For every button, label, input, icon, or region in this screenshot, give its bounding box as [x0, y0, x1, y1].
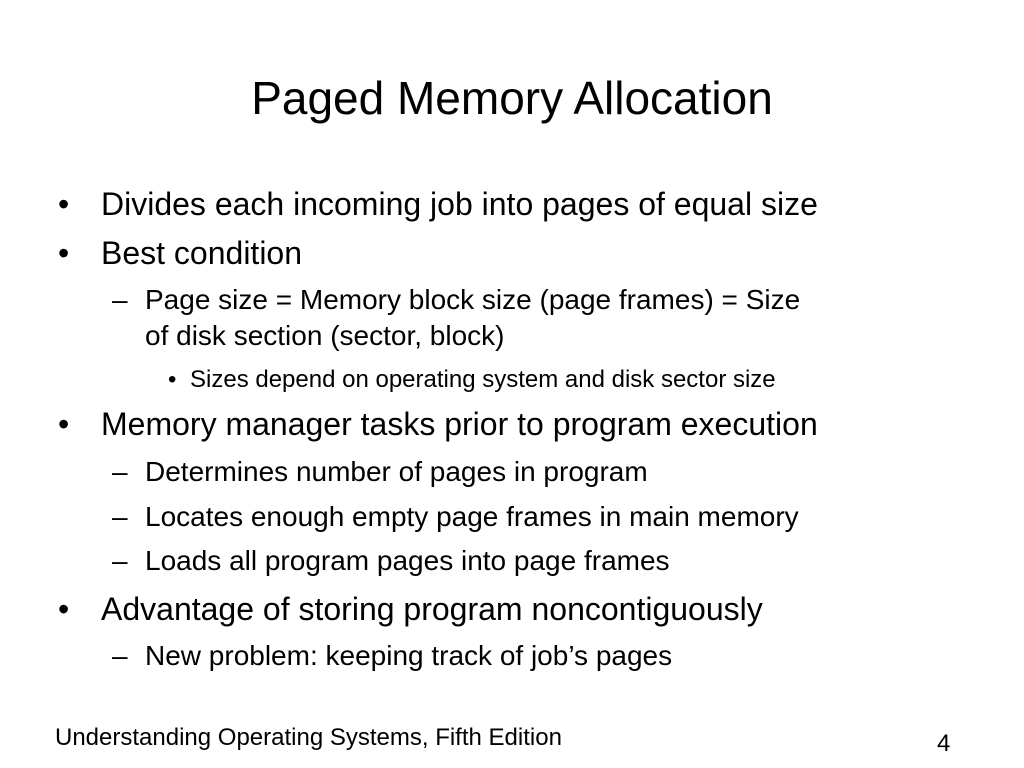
dash-marker: – — [112, 545, 128, 576]
bullet-item — [58, 589, 763, 629]
sub-bullet-item — [112, 638, 672, 674]
sub-bullet-text: Page size = Memory block size (page frames) = Size — [145, 284, 801, 315]
dash-marker: – — [112, 501, 128, 532]
bullet-marker: • — [58, 186, 70, 222]
sub-bullet-text: Loads all program pages into page frames — [145, 545, 670, 576]
footer-source: Understanding Operating Systems, Fifth Edition — [55, 724, 562, 751]
page-number: 4 — [937, 730, 951, 757]
sub-sub-bullet-item — [168, 364, 776, 396]
dash-marker: – — [112, 284, 128, 315]
bullet-marker: • — [58, 591, 70, 627]
bullet-marker: • — [58, 406, 70, 442]
sub-bullet-item — [112, 499, 799, 535]
dash-marker: – — [112, 640, 128, 671]
bullet-text: Advantage of storing program noncontiguously — [101, 591, 763, 627]
sub-bullet-item — [112, 543, 670, 579]
bullet-item — [58, 404, 818, 444]
bullet-marker: • — [168, 366, 177, 393]
sub-sub-bullet-text: Sizes depend on operating system and disk sector size — [190, 366, 776, 393]
bullet-text: Best condition — [101, 235, 303, 271]
sub-bullet-item — [112, 282, 800, 318]
bullet-text: Memory manager tasks prior to program execution — [101, 406, 818, 442]
bullet-text: Divides each incoming job into pages of equal size — [101, 186, 818, 222]
sub-bullet-item — [112, 454, 648, 490]
bullet-marker: • — [58, 235, 70, 271]
bullet-item — [58, 233, 302, 273]
slide-title: Paged Memory Allocation — [251, 72, 773, 124]
sub-bullet-text: of disk section (sector, block) — [145, 320, 505, 351]
sub-bullet-text: Locates enough empty page frames in main memory — [145, 501, 799, 532]
sub-bullet-text: New problem: keeping track of job’s pages — [145, 640, 673, 671]
sub-bullet-continuation — [112, 318, 504, 354]
sub-bullet-text: Determines number of pages in program — [145, 456, 648, 487]
dash-marker: – — [112, 456, 128, 487]
bullet-item — [58, 184, 818, 224]
